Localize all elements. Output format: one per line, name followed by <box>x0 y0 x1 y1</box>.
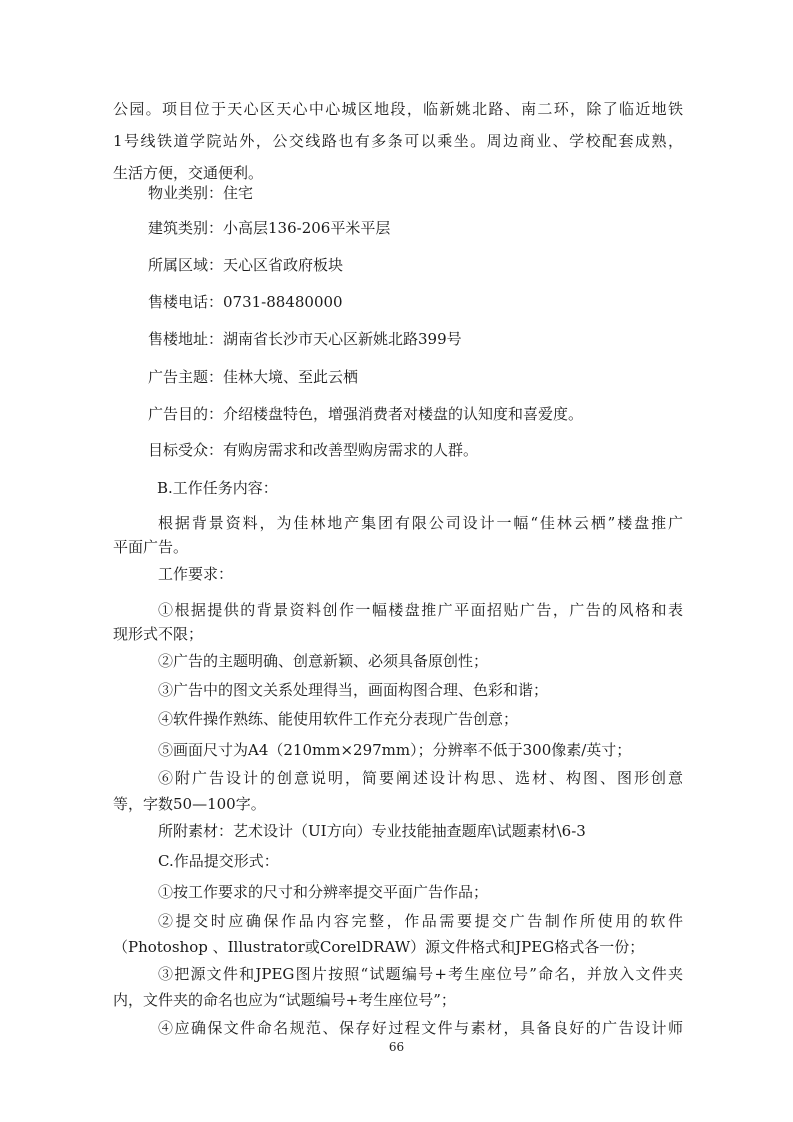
task-line-1: 根据背景资料，为佳林地产集团有限公司设计一幅“佳林云栖”楼盘推广 <box>158 514 683 532</box>
submission-3-line-1: ③把源文件和JPEG图片按照“试题编号+考生座位号”命名，并放入文件夹 <box>158 965 683 983</box>
task-line-2: 平面广告。 <box>113 538 189 556</box>
building-type: 建筑类别：小高层136-206平米平层 <box>148 219 391 237</box>
district: 所属区域：天心区省政府板块 <box>148 256 344 274</box>
requirement-1-line-1: ①根据提供的背景资料创作一幅楼盘推广平面招贴广告，广告的风格和表 <box>158 601 683 619</box>
ad-theme: 广告主题：佳林大境、至此云栖 <box>148 368 359 386</box>
intro-line-2: 1号线铁道学院站外，公交线路也有多条可以乘坐。周边商业、学校配套成熟， <box>113 132 683 150</box>
requirement-4: ④软件操作熟练、能使用软件工作充分表现广告创意； <box>158 710 519 728</box>
requirement-2: ②广告的主题明确、创意新颖、必须具备原创性； <box>158 652 489 670</box>
requirement-3: ③广告中的图文关系处理得当，画面构图合理、色彩和谐； <box>158 681 549 699</box>
requirements-heading: 工作要求： <box>158 565 234 583</box>
target-audience: 目标受众：有购房需求和改善型购房需求的人群。 <box>148 441 479 459</box>
submission-1: ①按工作要求的尺寸和分辨率提交平面广告作品； <box>158 883 489 901</box>
section-c-heading: C.作品提交形式： <box>158 852 279 870</box>
page-number: 66 <box>388 1040 405 1054</box>
requirement-5: ⑤画面尺寸为A4（210mm×297mm）；分辨率不低于300像素/英寸； <box>158 741 632 759</box>
requirement-1-line-2: 现形式不限； <box>113 625 204 643</box>
section-b-heading: B.工作任务内容： <box>157 479 278 497</box>
sales-phone: 售楼电话：0731-88480000 <box>148 293 343 311</box>
intro-line-3: 生活方便，交通便利。 <box>113 164 264 182</box>
property-type: 物业类别：住宅 <box>148 184 254 202</box>
ad-purpose: 广告目的：介绍楼盘特色，增强消费者对楼盘的认知度和喜爱度。 <box>148 405 584 423</box>
submission-2-line-1: ②提交时应确保作品内容完整，作品需要提交广告制作所使用的软件 <box>158 912 683 930</box>
submission-4: ④应确保文件命名规范、保存好过程文件与素材，具备良好的广告设计师 <box>158 1019 683 1037</box>
submission-3-line-2: 内，文件夹的命名也应为“试题编号+考生座位号”； <box>113 991 456 1009</box>
sales-address: 售楼地址：湖南省长沙市天心区新姚北路399号 <box>148 330 462 348</box>
intro-line-1: 公园。项目位于天心区天心中心城区地段，临新姚北路、南二环，除了临近地铁 <box>113 100 683 118</box>
requirement-6-line-1: ⑥附广告设计的创意说明，简要阐述设计构思、选材、构图、图形创意 <box>158 769 683 787</box>
requirement-6-line-2: 等，字数50—100字。 <box>113 795 266 813</box>
submission-2-line-2: （Photoshop 、Illustrator或CorelDRAW）源文件格式和JPEG格式各一份； <box>113 938 645 956</box>
materials-path: 所附素材：艺术设计（UI方向）专业技能抽查题库\试题素材\6-3 <box>158 822 586 840</box>
